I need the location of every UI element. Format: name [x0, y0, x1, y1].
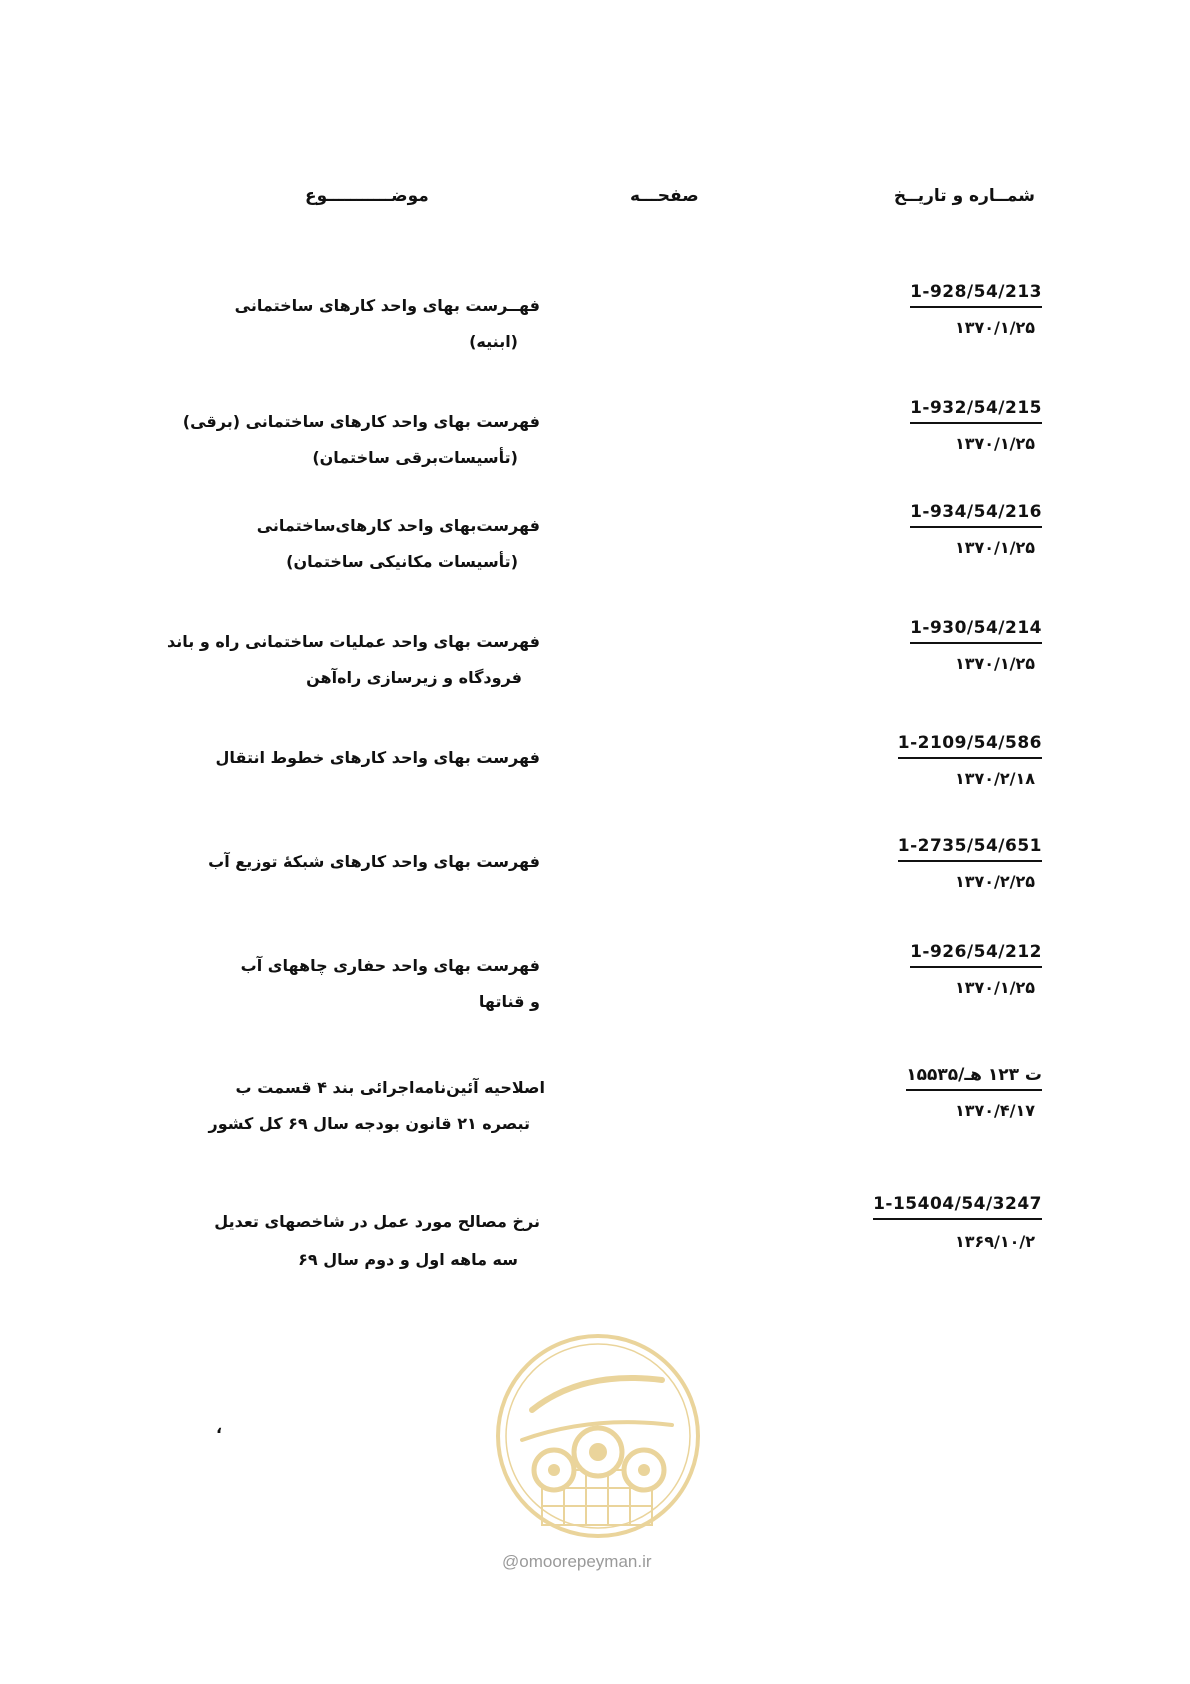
entry-number: ۱۵۵۳۵/ت ۱۲۳ هـ — [906, 1065, 1042, 1091]
entry-subject-line2: تبصره ۲۱ قانون بودجه سال ۶۹ کل کشور — [208, 1114, 530, 1133]
column-header-number-date: شمــاره و تاریــخ — [893, 186, 1035, 206]
entry-number: 1-928/54/213 — [910, 282, 1042, 308]
entry-subject-line1: فهرست بهای واحد عملیات ساختمانی راه و باند — [167, 632, 540, 651]
entry-number: 1-15404/54/3247 — [873, 1194, 1042, 1220]
entry-subject-line2: سه ماهه اول و دوم سال ۶۹ — [298, 1250, 518, 1269]
entry-date: ۱۳۷۰/۱/۲۵ — [954, 434, 1035, 453]
entry-subject-line1: فهرست‌بهای واحد کارهای‌ساختمانی — [256, 516, 540, 535]
entry-number: 1-2109/54/586 — [898, 733, 1042, 759]
entry-subject-line1: نرخ مصالح مورد عمل در شاخصهای تعدیل — [214, 1212, 540, 1231]
entry-subject-line1: فهرست بهای واحد کارهای خطوط انتقال — [215, 748, 540, 767]
entry-subject-line1: فهرست بهای واحد کارهای ساختمانی (برقی) — [182, 412, 540, 431]
entry-date: ۱۳۷۰/۴/۱۷ — [954, 1101, 1035, 1120]
entry-subject-line1: اصلاحیه آئین‌نامه‌اجرائی بند ۴ قسمت ب — [235, 1078, 545, 1097]
entry-subject-line2: (ابنیه) — [469, 332, 518, 351]
watermark-logo — [492, 1330, 704, 1542]
entry-number: 1-934/54/216 — [910, 502, 1042, 528]
entry-number: 1-2735/54/651 — [898, 836, 1042, 862]
entry-number: 1-932/54/215 — [910, 398, 1042, 424]
entry-date: ۱۳۷۰/۱/۲۵ — [954, 318, 1035, 337]
entry-date: ۱۳۷۰/۲/۱۸ — [954, 769, 1035, 788]
entry-date: ۱۳۷۰/۲/۲۵ — [954, 872, 1035, 891]
entry-subject-line1: فهــرست بهای واحد کارهای ساختمانی — [234, 296, 540, 315]
entry-subject-line1: فهرست بهای واحد حفاری چاههای آب — [240, 956, 540, 975]
watermark-url: @omoorepeyman.ir — [502, 1552, 652, 1571]
entry-subject-line2: (تأسیسات مکانیکی ساختمان) — [286, 552, 518, 571]
entry-date: ۱۳۶۹/۱۰/۲ — [954, 1232, 1035, 1251]
entry-subject-line2: و قناتها — [478, 992, 540, 1011]
entry-date: ۱۳۷۰/۱/۲۵ — [954, 538, 1035, 557]
stray-mark: ، — [216, 1418, 223, 1437]
entry-subject-line2: فرودگاه و زیرسازی راه‌آهن — [306, 668, 522, 687]
column-header-subject: موضـــــــــــوع — [305, 186, 429, 206]
entry-number: 1-926/54/212 — [910, 942, 1042, 968]
entry-subject-line2: (تأسیسات‌برقی ساختمان) — [312, 448, 518, 467]
entry-subject-line1: فهرست بهای واحد کارهای شبکهٔ توزیع آب — [208, 852, 540, 871]
entry-number: 1-930/54/214 — [910, 618, 1042, 644]
column-header-page: صفحـــه — [630, 186, 699, 206]
entry-date: ۱۳۷۰/۱/۲۵ — [954, 978, 1035, 997]
entry-date: ۱۳۷۰/۱/۲۵ — [954, 654, 1035, 673]
